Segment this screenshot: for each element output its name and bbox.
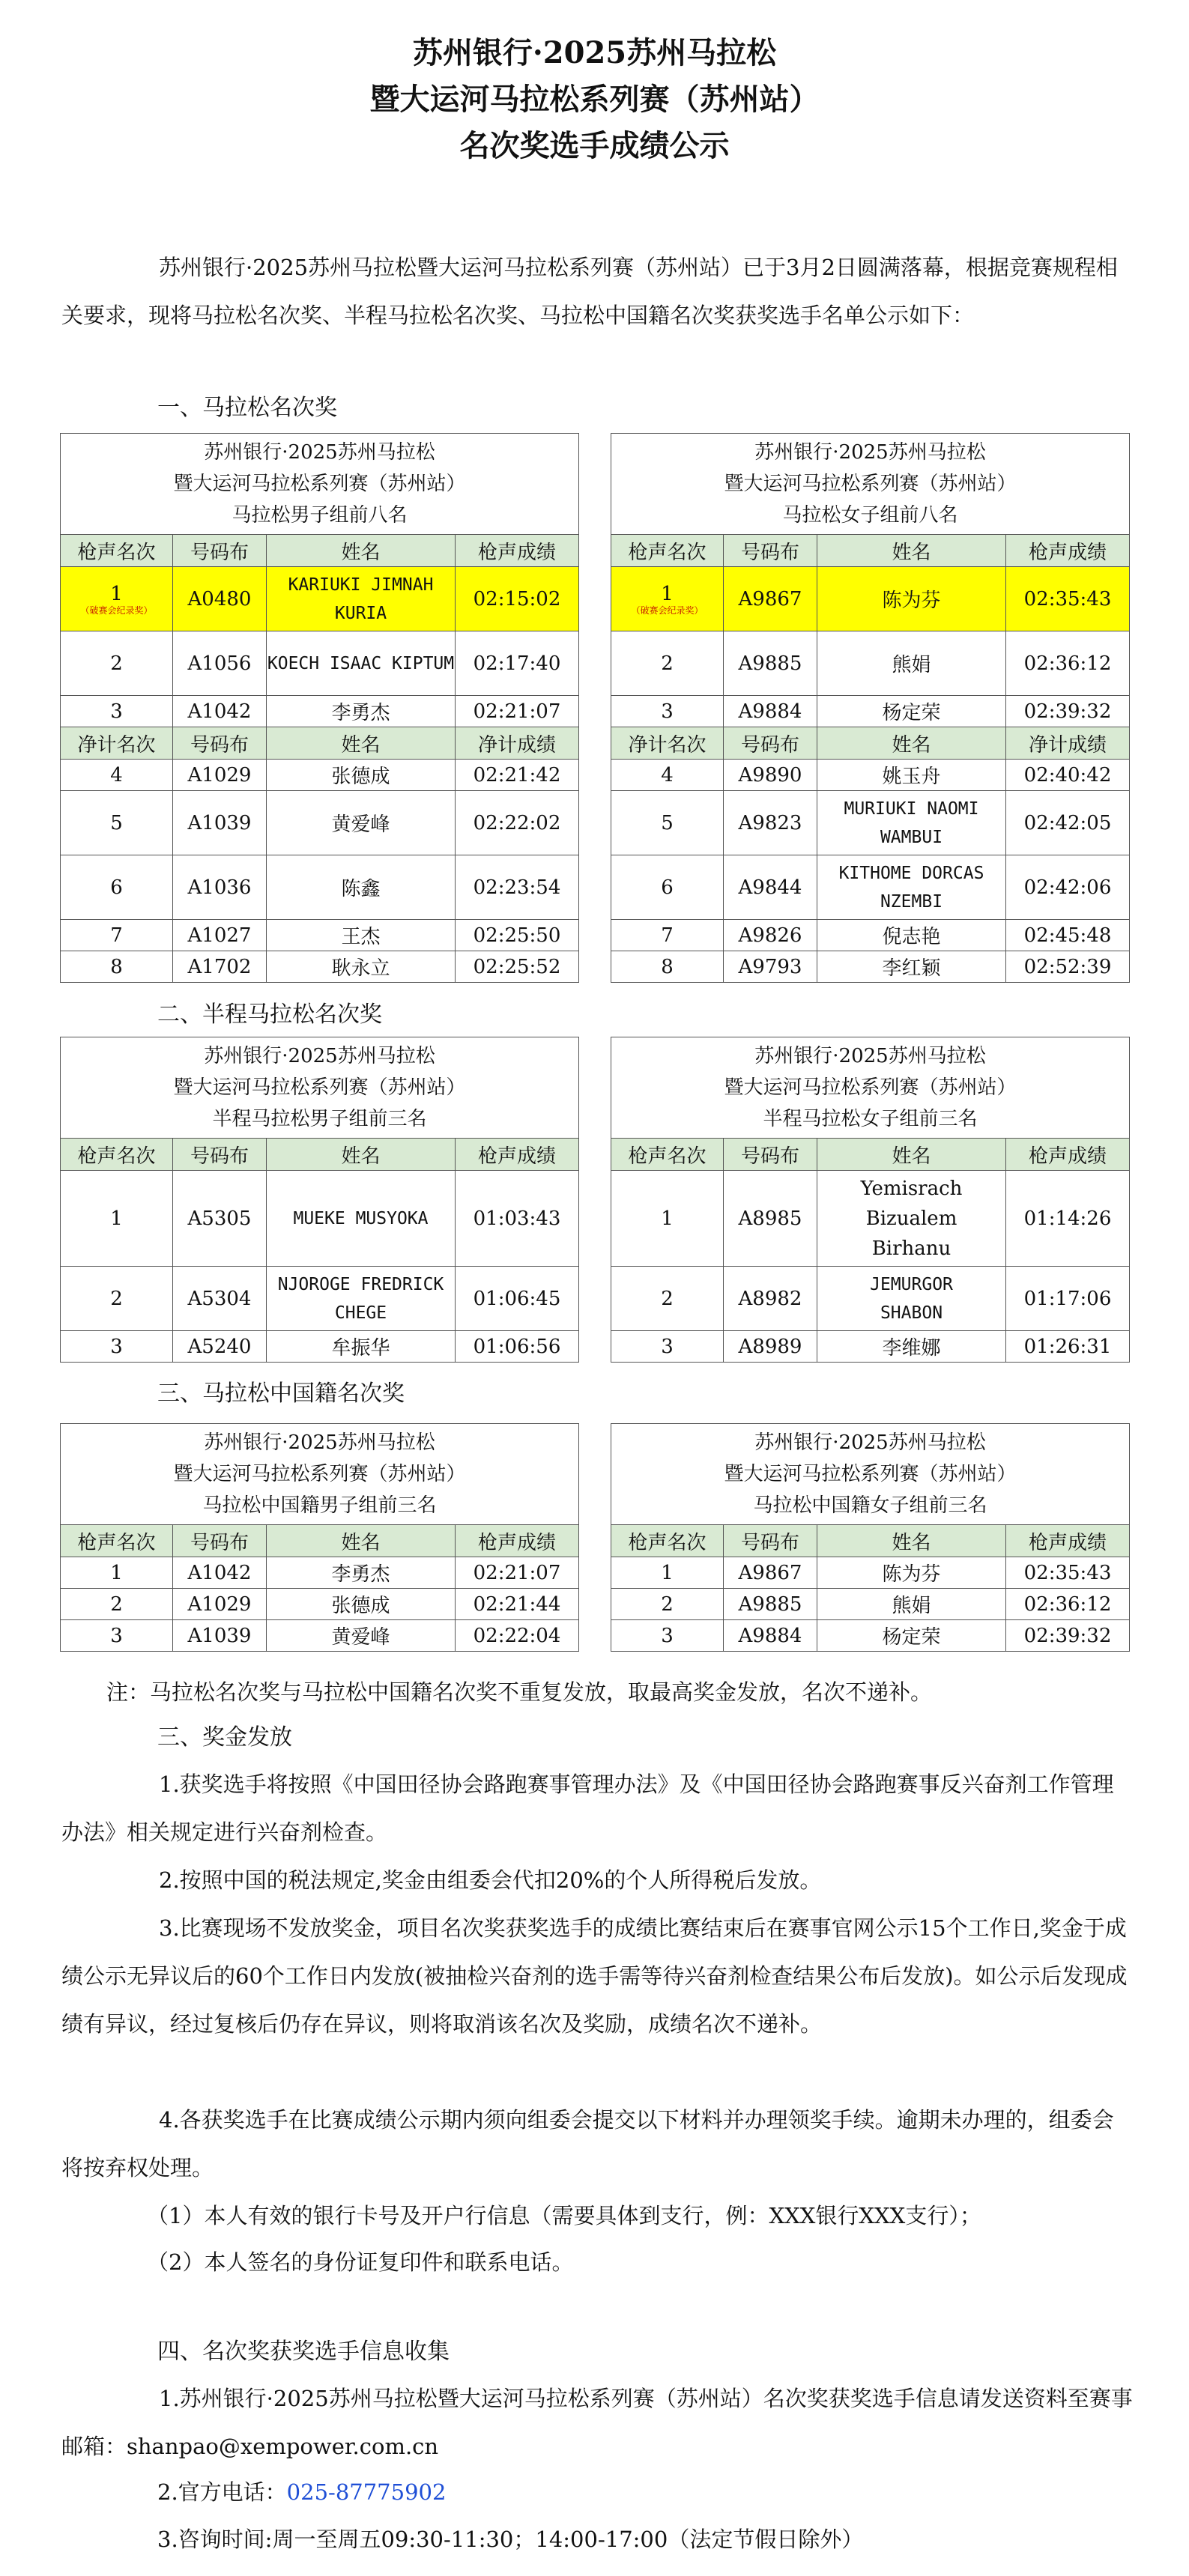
table-chinese-men xyxy=(60,1423,579,1652)
table-row: 7 A9826 倪志艳 02:45:48 xyxy=(611,920,1130,951)
table-row: 1 A1042 李勇杰 02:21:07 xyxy=(61,1557,579,1589)
phone-link[interactable]: 025-87775902 xyxy=(286,2479,447,2505)
table-row: 1 （破赛会纪录奖） A9867 陈为芬 02:35:43 xyxy=(611,567,1130,631)
table-row: 2 A9885 熊娟 02:36:12 xyxy=(611,1589,1130,1620)
table-row: 6 A1036 陈鑫 02:23:54 xyxy=(61,855,579,920)
record-note: （破赛会纪录奖） xyxy=(631,604,704,616)
table-row: 3 A5240 牟振华 01:06:56 xyxy=(61,1331,579,1363)
table-marathon-men xyxy=(60,433,579,983)
prize-item-4: 4.各获奖选手在比赛成绩公示期内须向组委会提交以下材料并办理领奖手续。逾期未办理的，组委会将按弃权处理。 xyxy=(61,2107,1114,2180)
table-caption: 苏州银行·2025苏州马拉松 暨大运河马拉松系列赛（苏州站） 半程马拉松男子组前三名 xyxy=(61,1037,579,1139)
table-header-row: 枪声名次 号码布 姓名 枪声成绩 xyxy=(61,1139,579,1171)
table-half-men xyxy=(60,1037,579,1363)
table-row: 4 A9890 姚玉舟 02:40:42 xyxy=(611,760,1130,791)
prize-item-1: 1.获奖选手将按照《中国田径协会路跑赛事管理办法》及《中国田径协会路跑赛事反兴奋剂工作管理办法》相关规定进行兴奋剂检查。 xyxy=(61,1772,1114,1845)
table-row: 3 A9884 杨定荣 02:39:32 xyxy=(611,1620,1130,1652)
info-item-3: 3.咨询时间:周一至周五09:30-11:30；14:00-17:00（法定节假日除外） xyxy=(157,2527,864,2552)
phone-label: 2.官方电话： xyxy=(157,2479,287,2505)
table-row: 3 A9884 杨定荣 02:39:32 xyxy=(611,696,1130,727)
table-caption: 苏州银行·2025苏州马拉松 暨大运河马拉松系列赛（苏州站） 马拉松女子组前八名 xyxy=(611,434,1130,535)
record-note: （破赛会纪录奖） xyxy=(80,604,153,616)
table-header-row: 枪声名次 号码布 姓名 枪声成绩 xyxy=(61,1525,579,1557)
table-caption: 苏州银行·2025苏州马拉松 暨大运河马拉松系列赛（苏州站） 马拉松男子组前八名 xyxy=(61,434,579,535)
table-row: 2 A5304 NJOROGE FREDRICK CHEGE 01:06:45 xyxy=(61,1267,579,1331)
table-row: 1 A9867 陈为芬 02:35:43 xyxy=(611,1557,1130,1589)
table-chinese-women xyxy=(611,1423,1130,1652)
table-row: 2 A1029 张德成 02:21:44 xyxy=(61,1589,579,1620)
table-row: 3 A1042 李勇杰 02:21:07 xyxy=(61,696,579,727)
table-row: 3 A1039 黄爱峰 02:22:04 xyxy=(61,1620,579,1652)
table-row: 8 A1702 耿永立 02:25:52 xyxy=(61,951,579,983)
title-line-3: 名次奖选手成绩公示 xyxy=(459,128,730,163)
table-half-women xyxy=(611,1037,1130,1363)
table-caption: 苏州银行·2025苏州马拉松 暨大运河马拉松系列赛（苏州站） 半程马拉松女子组前三名 xyxy=(611,1037,1130,1139)
table-row: 1 A5305 MUEKE MUSYOKA 01:03:43 xyxy=(61,1171,579,1267)
prize-item-3: 3.比赛现场不发放奖金，项目名次奖获奖选手的成绩比赛结束后在赛事官网公示15个工作日,奖金于成绩公示无异议后的60个工作日内发放(被抽检兴奋剂的选手需等待兴奋剂检查结果公布后发放)。如公示后发现成绩有异议，经过复核后仍存在异议，则将取消该名次及奖励，成绩名次不递补。 xyxy=(61,1915,1128,2037)
table-header-row-net: 净计名次 号码布 姓名 净计成绩 xyxy=(61,727,579,760)
table-row: 3 A8989 李维娜 01:26:31 xyxy=(611,1331,1130,1363)
table-row: 2 A9885 熊娟 02:36:12 xyxy=(611,631,1130,696)
table-row: 8 A9793 李红颖 02:52:39 xyxy=(611,951,1130,983)
table-header-row: 枪声名次 号码布 姓名 枪声成绩 xyxy=(61,535,579,567)
section-heading-chinese: 三、马拉松中国籍名次奖 xyxy=(157,1381,405,1407)
title-line-1: 苏州银行·2025苏州马拉松 xyxy=(412,35,777,70)
title-line-2: 暨大运河马拉松系列赛（苏州站） xyxy=(369,82,820,117)
section-heading-half-marathon: 二、半程马拉松名次奖 xyxy=(157,1001,382,1028)
table-row: 6 A9844 KITHOME DORCAS NZEMBI 02:42:06 xyxy=(611,855,1130,920)
section-heading-prize: 三、奖金发放 xyxy=(157,1724,292,1751)
table-row: 5 A9823 MURIUKI NAOMI WAMBUI 02:42:05 xyxy=(611,791,1130,855)
section-heading-info: 四、名次奖获奖选手信息收集 xyxy=(157,2339,450,2365)
table-row: 2 A1056 KOECH ISAAC KIPTUM 02:17:40 xyxy=(61,631,579,696)
prize-material-2: （2）本人签名的身份证复印件和联系电话。 xyxy=(147,2249,574,2275)
info-item-2 xyxy=(157,2473,446,2511)
table-row: 1 （破赛会纪录奖） A0480 KARIUKI JIMNAH KURIA 02:15:02 xyxy=(61,567,579,631)
table-row: 7 A1027 王杰 02:25:50 xyxy=(61,920,579,951)
note-line: 注：马拉松名次奖与马拉松中国籍名次奖不重复发放，取最高奖金发放，名次不递补。 xyxy=(106,1679,933,1705)
section-heading-marathon: 一、马拉松名次奖 xyxy=(157,395,337,421)
table-marathon-women xyxy=(611,433,1130,983)
table-row: 4 A1029 张德成 02:21:42 xyxy=(61,760,579,791)
table-header-row: 枪声名次 号码布 姓名 枪声成绩 xyxy=(611,535,1130,567)
table-caption: 苏州银行·2025苏州马拉松 暨大运河马拉松系列赛（苏州站） 马拉松中国籍女子组前三名 xyxy=(611,1424,1130,1525)
table-row: 5 A1039 黄爱峰 02:22:02 xyxy=(61,791,579,855)
table-row: 1 A8985 Yemisrach Bizualem Birhanu 01:14:26 xyxy=(611,1171,1130,1267)
prize-material-1: （1）本人有效的银行卡号及开户行信息（需要具体到支行，例：XXX银行XXX支行）； xyxy=(147,2203,981,2228)
table-caption: 苏州银行·2025苏州马拉松 暨大运河马拉松系列赛（苏州站） 马拉松中国籍男子组前三名 xyxy=(61,1424,579,1525)
prize-item-2: 2.按照中国的税法规定,奖金由组委会代扣20%的个人所得税后发放。 xyxy=(159,1867,822,1893)
table-header-row: 枪声名次 号码布 姓名 枪声成绩 xyxy=(611,1139,1130,1171)
table-header-row-net: 净计名次 号码布 姓名 净计成绩 xyxy=(611,727,1130,760)
document-title xyxy=(0,30,1189,169)
intro-paragraph: 苏州银行·2025苏州马拉松暨大运河马拉松系列赛（苏州站）已于3月2日圆满落幕，根据竞赛规程相关要求，现将马拉松名次奖、半程马拉松名次奖、马拉松中国籍名次奖获奖选手名单公示如下： xyxy=(61,255,1118,328)
table-row: 2 A8982 JEMURGOR SHABON 01:17:06 xyxy=(611,1267,1130,1331)
info-item-1: 1.苏州银行·2025苏州马拉松暨大运河马拉松系列赛（苏州站）名次奖获奖选手信息请发送资料至赛事邮箱：shanpao@xempower.com.cn xyxy=(61,2386,1133,2459)
table-header-row: 枪声名次 号码布 姓名 枪声成绩 xyxy=(611,1525,1130,1557)
